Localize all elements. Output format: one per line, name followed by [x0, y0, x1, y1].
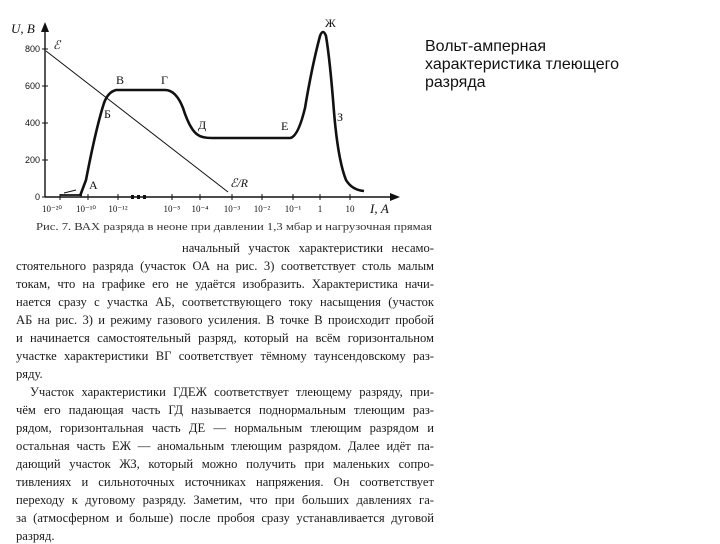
- point-label-z: З: [337, 110, 344, 124]
- axis-break: [131, 195, 146, 199]
- text-line: участке характеристики ВГ соответствует тёмному таунсендовскому раз-: [16, 349, 434, 363]
- text-line: и начинается самостоятельный разряд, который на всём горизонтальном: [16, 331, 434, 345]
- point-label-g: Г: [161, 73, 168, 87]
- x-tick-label: 10⁻⁵: [163, 204, 181, 214]
- x-axis-arrow: [390, 193, 400, 201]
- y-axis-arrow: [41, 22, 49, 32]
- x-tick-label: 10⁻³: [223, 204, 241, 214]
- text-line: за (атмосферном и больше) после пробоя сразу устанавливается дуговой: [16, 511, 434, 525]
- x-tick-labels: [42, 204, 355, 214]
- text-line: разряд.: [16, 529, 55, 543]
- text-line: начальный участок характеристики несамо-: [182, 241, 434, 255]
- text-line: Участок характеристики ГДЕЖ соответствует тлеющему разряду, при-: [30, 385, 434, 399]
- text-line: токам, что на графике его не удаётся изобразить. Характеристика начи-: [16, 277, 434, 291]
- baseline-dash: [64, 190, 76, 193]
- x-axis-label: I, А: [370, 201, 389, 216]
- point-label-zh: Ж: [325, 16, 336, 30]
- x-tick-label: 10⁻²: [253, 204, 271, 214]
- text-line: переходу к дуговому разряду. Заметим, что при больших давлениях га-: [16, 493, 434, 507]
- text-line: остальная часть ЕЖ — аномальным тлеющим разрядом. Далее идёт па-: [16, 439, 434, 453]
- slide-title-line: разряда: [425, 74, 486, 91]
- text-line: ряду.: [16, 367, 43, 381]
- y-tick-labels: [25, 44, 40, 202]
- x-tick-label: 10⁻¹²: [108, 204, 128, 214]
- text-line: АБ на рис. 3) и режиму газового усиления. В точке В происходит пробой: [16, 313, 434, 327]
- x-tick-label: 10⁻¹: [284, 204, 302, 214]
- slide-title-line: характеристика тлеющего: [425, 56, 620, 73]
- text-line: стоятельного разряда (участок ОА на рис. 3) соответствует столь малым: [16, 259, 434, 273]
- text-line: нается сразу с участка АБ, соответствующего току насыщения (участок: [16, 295, 434, 309]
- x-tick-label: 10⁻¹⁰: [75, 204, 97, 214]
- y-axis-label: U, В: [11, 21, 35, 36]
- load-line-label: ℰ/R: [230, 176, 248, 190]
- point-label-a: А: [89, 178, 98, 192]
- emf-label: ℰ: [53, 38, 61, 52]
- x-tick-label: 1: [317, 204, 323, 214]
- x-tick-label: 10: [345, 204, 355, 214]
- y-tick-label: 200: [24, 155, 40, 165]
- text-line: чём его падающая часть ГД называется поднормальным тлеющим раз-: [16, 403, 434, 417]
- vac-curve: [80, 32, 364, 196]
- point-label-e: Е: [281, 119, 289, 133]
- slide-title-line: Вольт-амперная: [425, 38, 547, 55]
- y-tick-label: 600: [24, 81, 40, 91]
- text-line: дающий участок ЖЗ, который можно получить при маленьких сопро-: [16, 457, 434, 471]
- text-line: рядом, горизонтальная часть ДЕ — нормальным тлеющим разрядом и: [16, 421, 434, 435]
- x-tick-label: 10⁻⁴: [191, 204, 209, 214]
- y-tick-label: 0: [34, 192, 40, 202]
- point-label-b: Б: [104, 107, 111, 121]
- y-tick-label: 800: [24, 44, 40, 54]
- point-label-v: В: [116, 73, 125, 87]
- point-label-d: Д: [198, 118, 207, 132]
- x-tick-label: 10⁻²⁰: [41, 204, 63, 214]
- y-tick-label: 400: [24, 118, 40, 128]
- text-line: тивлениях и сильноточных источниках напряжения. Он соответствует: [16, 475, 434, 489]
- figure-caption: Рис. 7. ВАХ разряда в неоне при давлении 1,3 мбар и нагрузочная прямая: [36, 222, 433, 233]
